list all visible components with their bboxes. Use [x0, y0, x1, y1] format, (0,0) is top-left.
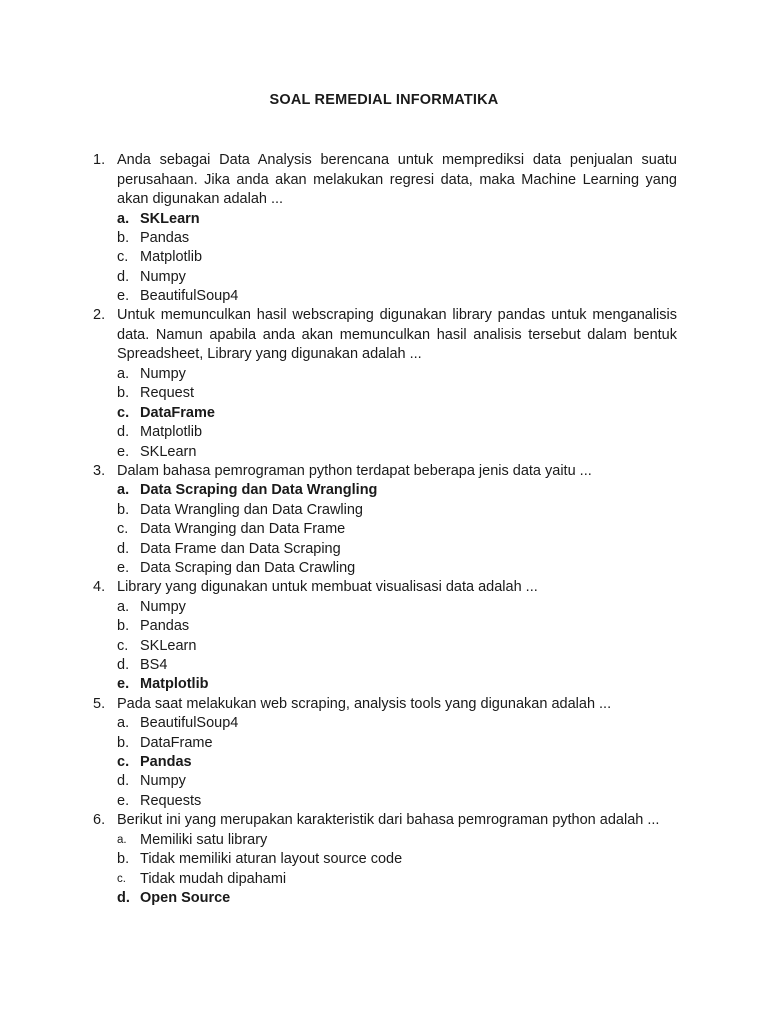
option-letter: b.: [117, 385, 130, 402]
option-letter: d.: [117, 424, 130, 441]
option-text: Numpy: [140, 365, 186, 382]
option-text: SKLearn: [140, 210, 200, 227]
question-3: [0, 462, 768, 578]
option-1a: [0, 210, 768, 229]
option-letter: a.: [117, 365, 130, 382]
option-letter: a.: [117, 833, 127, 846]
question-2: [0, 306, 768, 461]
option-text: Pandas: [140, 229, 190, 246]
option-text: Tidak memiliki aturan layout source code: [140, 851, 403, 868]
option-2d: [0, 423, 768, 442]
option-1b: [0, 229, 768, 248]
option-letter: a.: [117, 210, 130, 227]
option-2b: [0, 384, 768, 403]
option-letter: c.: [117, 404, 130, 421]
option-text: Data Scraping dan Data Wrangling: [140, 482, 378, 499]
option-3c: [0, 520, 768, 539]
option-letter: d.: [117, 540, 130, 557]
question-number: 2.: [93, 307, 106, 324]
option-text: Numpy: [140, 598, 186, 615]
option-3e: [0, 559, 768, 578]
option-letter: a.: [117, 598, 130, 615]
question-text: Library yang digunakan untuk membuat visualisasi data adalah ...: [117, 579, 538, 596]
option-list: [0, 481, 768, 578]
option-3a: [0, 481, 768, 500]
option-5b: [0, 734, 768, 753]
question-6: [0, 811, 768, 908]
option-letter: e.: [117, 443, 130, 460]
option-3d: [0, 540, 768, 559]
option-text: SKLearn: [140, 637, 197, 654]
question-text: Anda sebagai Data Analysis berencana untuk memprediksi data penjualan suatu perusahaan. Jika anda akan melakukan regresi data, maka Machine Learning yang akan digunakan adalah ...: [117, 152, 677, 207]
option-text: Matplotlib: [140, 249, 203, 266]
option-letter: e.: [117, 792, 130, 809]
option-letter: b.: [117, 618, 130, 635]
option-text: Memiliki satu library: [140, 831, 268, 848]
option-letter: c.: [117, 249, 129, 266]
option-letter: b.: [117, 501, 130, 518]
option-list: [0, 831, 768, 909]
question-list: [0, 151, 768, 908]
option-letter: a.: [117, 482, 130, 499]
question-number: 1.: [93, 152, 106, 168]
option-text: Numpy: [140, 268, 186, 285]
question-number: 5.: [93, 695, 106, 712]
option-letter: b.: [117, 734, 130, 751]
option-text: Open Source: [140, 889, 231, 906]
option-4e: [0, 675, 768, 694]
option-text: Request: [140, 385, 195, 402]
option-text: Data Wrangling dan Data Crawling: [140, 501, 363, 518]
option-text: BeautifulSoup4: [140, 288, 239, 305]
option-text: Data Scraping dan Data Crawling: [140, 559, 356, 576]
question-number: 3.: [93, 462, 106, 479]
question-text: Dalam bahasa pemrograman python terdapat beberapa jenis data yaitu ...: [117, 462, 592, 479]
option-4b: [0, 617, 768, 636]
option-letter: a.: [117, 715, 130, 732]
question-text: Berikut ini yang merupakan karakteristik dari bahasa pemrograman python adalah ...: [117, 812, 660, 829]
option-list: [0, 714, 768, 811]
option-text: Numpy: [140, 773, 186, 790]
option-5c: [0, 753, 768, 772]
document-title: SOAL REMEDIAL INFORMATIKA: [269, 92, 499, 108]
option-list: [0, 365, 768, 462]
option-list: [0, 210, 768, 307]
option-text: DataFrame: [140, 734, 213, 751]
option-text: Data Frame dan Data Scraping: [140, 540, 341, 557]
question-number: 6.: [93, 812, 106, 829]
option-text: Tidak mudah dipahami: [140, 870, 287, 887]
question-5: [0, 695, 768, 811]
option-letter: e.: [117, 288, 130, 305]
question-4: [0, 578, 768, 694]
option-letter: b.: [117, 851, 130, 868]
option-6a: [0, 831, 768, 850]
option-text: DataFrame: [140, 404, 215, 421]
option-1c: [0, 248, 768, 267]
option-text: SKLearn: [140, 443, 197, 460]
option-6c: [0, 870, 768, 889]
option-letter: b.: [117, 229, 130, 246]
option-text: BeautifulSoup4: [140, 715, 239, 732]
option-letter: d.: [117, 889, 130, 906]
option-3b: [0, 501, 768, 520]
option-letter: c.: [117, 637, 129, 654]
question-text: Untuk memunculkan hasil webscraping digunakan library pandas untuk menganalisis data. Namun apabila anda akan memunculkan hasil analisis tersebut dalam bentuk Spreadsheet, Library yang digunakan adalah ...: [117, 307, 677, 363]
option-letter: c.: [117, 521, 129, 538]
option-4d: [0, 656, 768, 675]
option-text: Pandas: [140, 618, 190, 635]
option-4a: [0, 598, 768, 617]
option-letter: d.: [117, 268, 130, 285]
option-letter: e.: [117, 559, 130, 576]
question-text: Pada saat melakukan web scraping, analysis tools yang digunakan adalah ...: [117, 695, 612, 712]
option-2c: [0, 404, 768, 423]
question-1: [0, 151, 768, 306]
question-number: 4.: [93, 579, 106, 596]
option-text: Pandas: [140, 754, 192, 771]
option-letter: c.: [117, 872, 126, 885]
option-text: Matplotlib: [140, 676, 209, 693]
option-letter: e.: [117, 676, 130, 693]
option-letter: d.: [117, 657, 130, 674]
option-text: Matplotlib: [140, 424, 203, 441]
option-text: Data Wranging dan Data Frame: [140, 521, 346, 538]
option-text: Requests: [140, 792, 202, 809]
option-2e: [0, 443, 768, 462]
option-letter: d.: [117, 773, 130, 790]
option-5e: [0, 792, 768, 811]
option-1d: [0, 268, 768, 287]
option-4c: [0, 637, 768, 656]
option-6b: [0, 850, 768, 869]
option-text: BS4: [140, 657, 168, 674]
option-1e: [0, 287, 768, 306]
option-list: [0, 598, 768, 695]
option-letter: c.: [117, 754, 130, 771]
option-2a: [0, 365, 768, 384]
option-5d: [0, 772, 768, 791]
option-5a: [0, 714, 768, 733]
option-6d: [0, 889, 768, 908]
